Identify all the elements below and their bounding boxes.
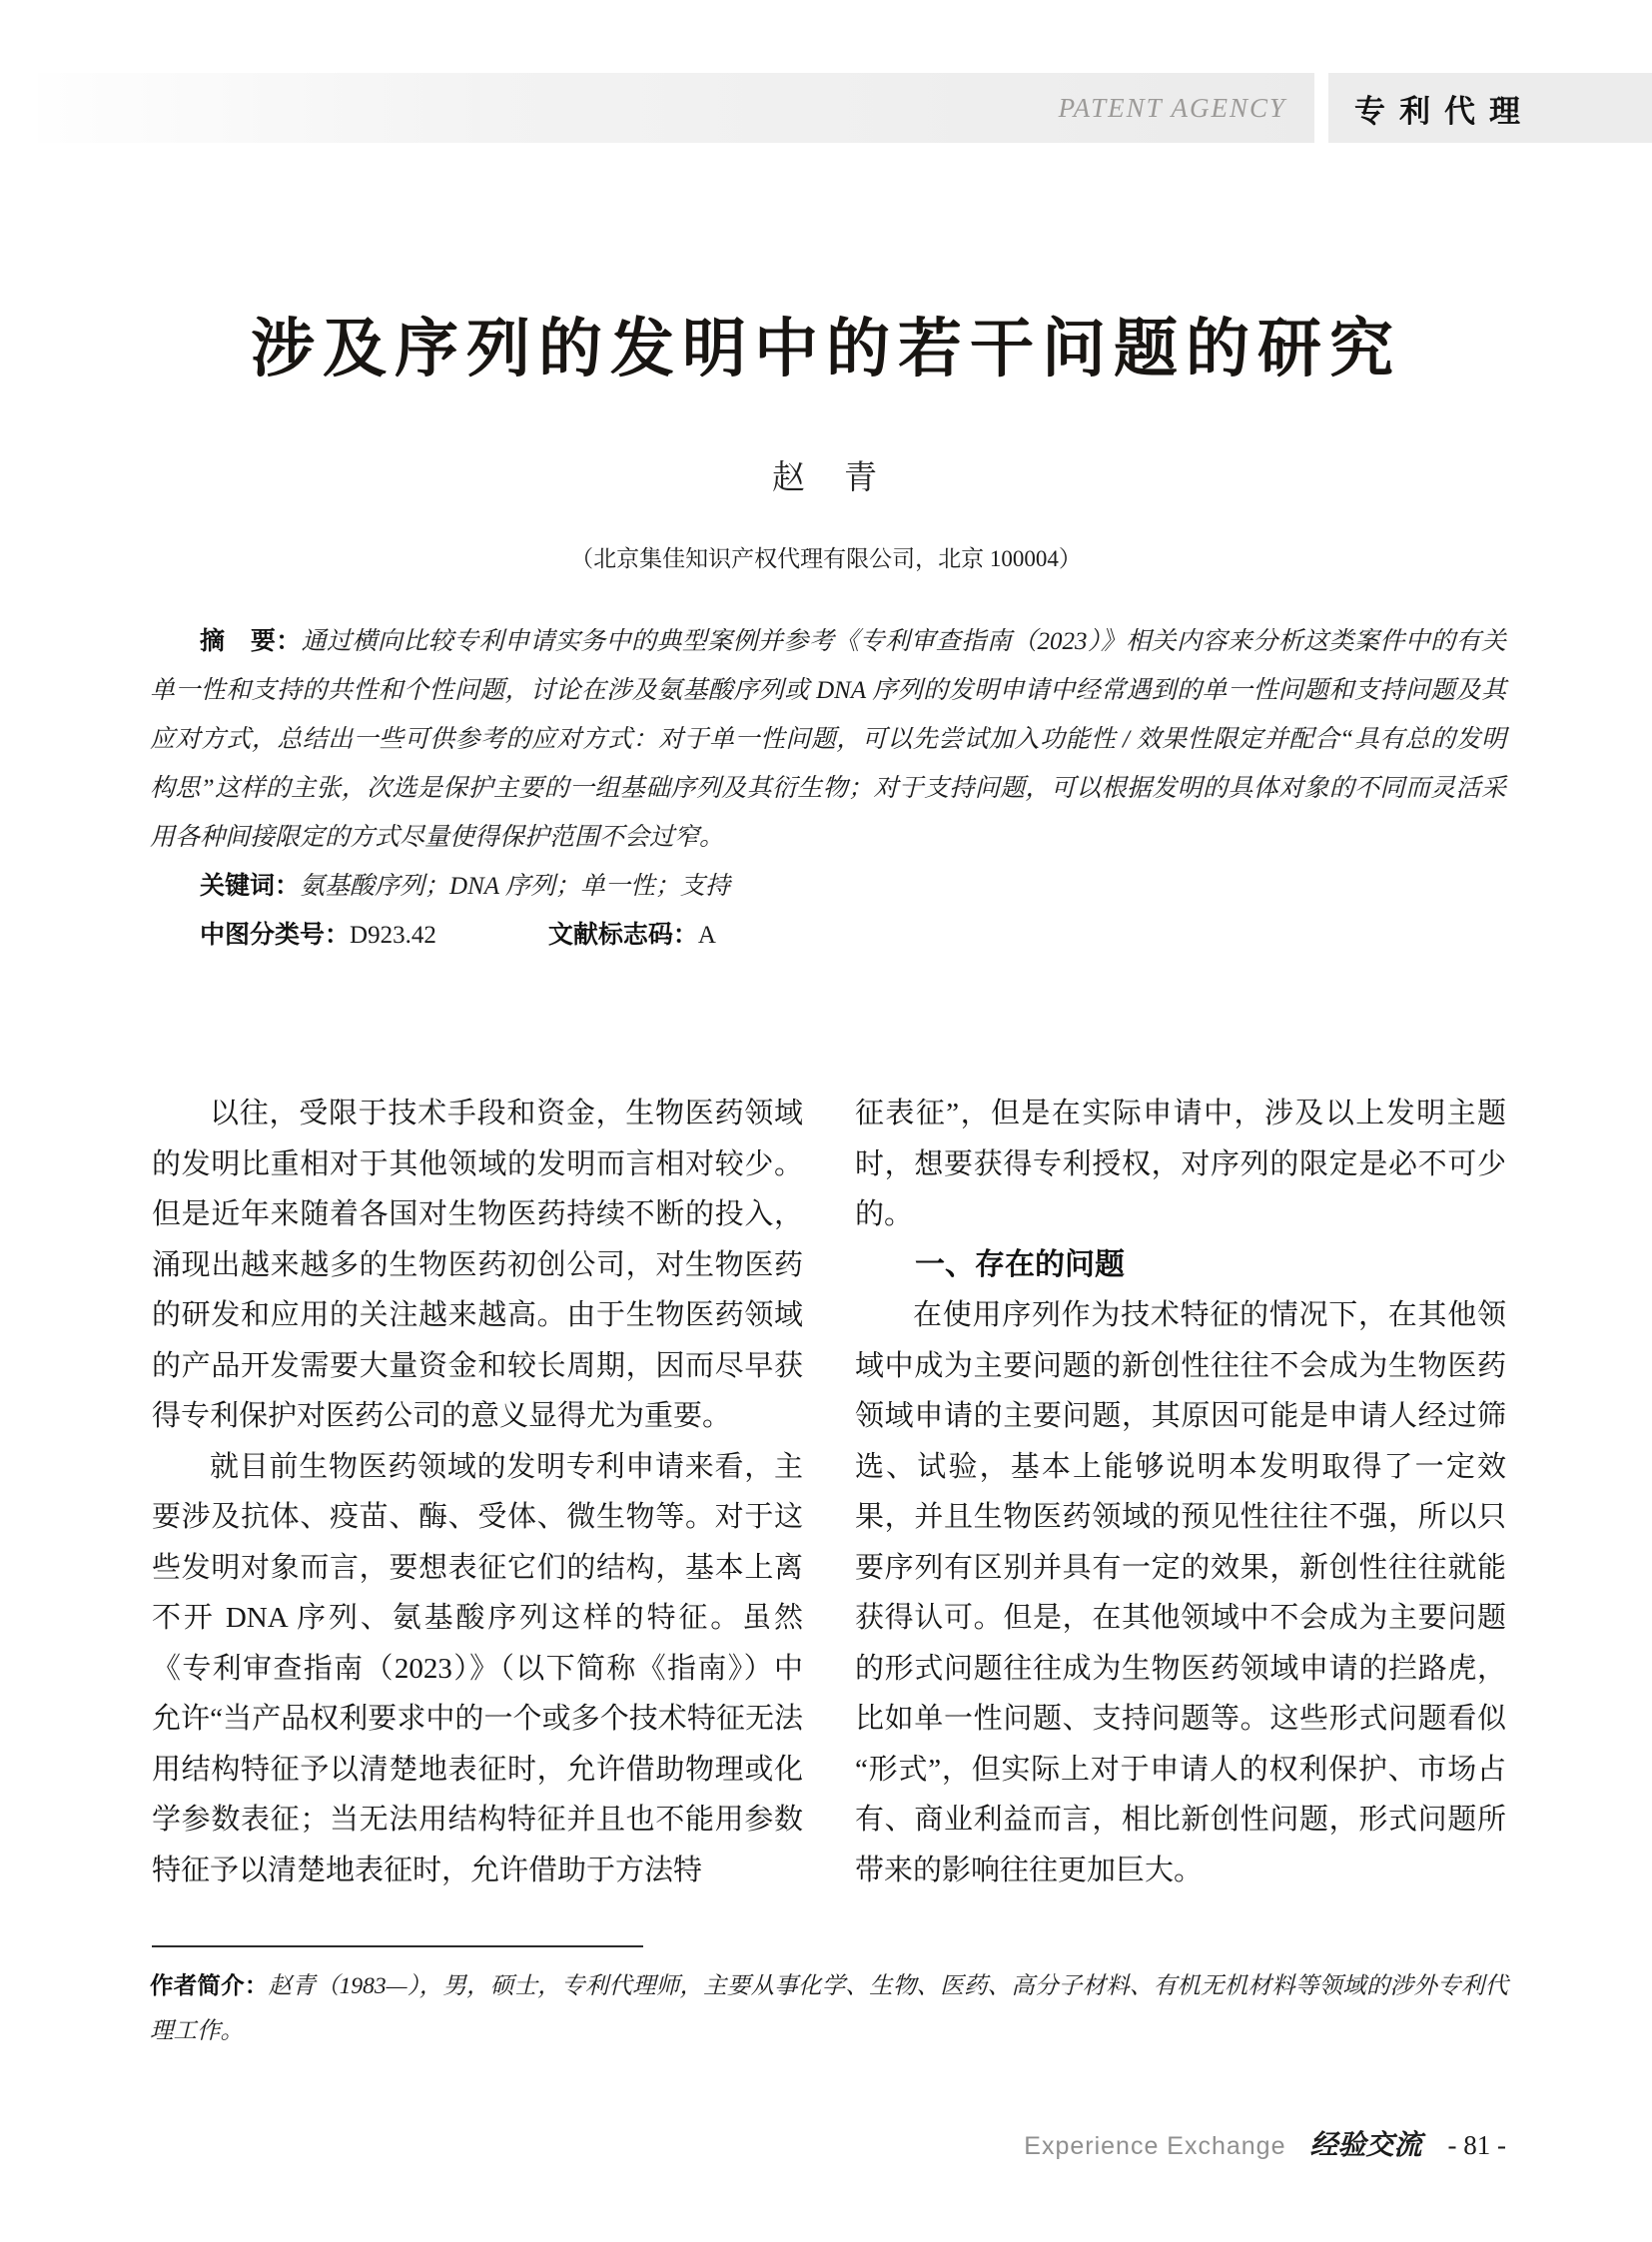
body-column-left <box>152 1089 803 1895</box>
keywords-line <box>150 862 1506 911</box>
body-paragraph: 以往，受限于技术手段和资金，生物医药领域的发明比重相对于其他领域的发明而言相对较少。但是近年来随着各国对生物医药持续不断的投入，涌现出越来越多的生物医药初创公司，对生物医药的研发和应用的关注越来越高。由于生物医药领域的产品开发需要大量资金和较长周期，因而尽早获得专利保护对医药公司的意义显得尤为重要。 <box>152 1098 803 1432</box>
footnote-paragraph <box>150 1963 1508 2054</box>
footnote-divider <box>152 1945 643 1947</box>
section-heading-1: 一、存在的问题 <box>915 1247 1125 1281</box>
page-footer <box>1024 2123 1506 2163</box>
body-paragraph: 在使用序列作为技术特征的情况下，在其他领域中成为主要问题的新创性往往不会成为生物医药领域申请的主要问题，其原因可能是申请人经过筛选、试验，基本上能够说明本发明取得了一定效果，并且生物医药领域的预见性往往不强，所以只要序列有区别并具有一定的效果，新创性往往就能获得认可。但是，在其他领域中不会成为主要问题的形式问题往往成为生物医药领域申请的拦路虎，比如单一性问题、支持问题等。这些形式问题看似“形式”，但实际上对于申请人的权利保护、市场占有、商业利益而言，相比新创性问题，形式问题所带来的影响往往更加巨大。 <box>855 1299 1506 1886</box>
page-header <box>38 73 1652 143</box>
article-title: 涉及序列的发明中的若干问题的研究 <box>251 314 1401 384</box>
header-column-box <box>1328 73 1652 143</box>
body-paragraph-continuation: 征表征”，但是在实际申请中，涉及以上发明主题时，想要获得专利授权，对序列的限定是必不可少的。 <box>855 1098 1506 1230</box>
footnote-label: 作者简介： <box>150 1972 269 1998</box>
footer-page-number: - 81 - <box>1447 2130 1506 2160</box>
header-chinese-label: 专利代理 <box>1354 93 1534 129</box>
footer-section-chinese: 经验交流 <box>1309 2130 1422 2161</box>
keywords-label: 关键词： <box>200 872 301 900</box>
author-bio-footnote <box>150 1945 1508 2054</box>
keywords-text: 氨基酸序列；DNA 序列；单一性；支持 <box>300 873 730 900</box>
classification-line <box>150 911 1506 960</box>
doc-code-label: 文献标志码： <box>547 921 698 949</box>
footnote-text: 赵青（1983—），男，硕士，专利代理师，主要从事化学、生物、医药、高分子材料、有机无机材料等领域的涉外专利代理工作。 <box>150 1973 1508 2044</box>
abstract-text: 通过横向比较专利申请实务中的典型案例并参考《专利审查指南（2023）》相关内容来分析这类案件中的有关单一性和支持的共性和个性问题，讨论在涉及氨基酸序列或 DNA 序列的发明申请中经常遇到的单一性问题和支持问题及其应对方式，总结出一些可供参考的应对方式：对于单一性问题，可以先尝试加入功能性 / 效果性限定并配合“具有总的发明构思”这样的主张，次选是保护主要的一组基础序列及其衍生物；对于支持问题，可以根据发明的具体对象的不同而灵活采用各种间接限定的方式尽量使得保护范围不会过窄。 <box>150 628 1506 851</box>
abstract-paragraph <box>150 617 1506 862</box>
abstract-label: 摘 要： <box>200 627 302 655</box>
clc-label: 中图分类号： <box>200 921 351 949</box>
doc-code-value: A <box>697 922 716 949</box>
footer-section-english: Experience Exchange <box>1024 2132 1286 2160</box>
article-author: 赵 青 <box>772 460 880 496</box>
header-gradient-strip <box>38 73 1314 143</box>
body-paragraph: 就目前生物医药领域的发明专利申请来看，主要涉及抗体、疫苗、酶、受体、微生物等。对于这些发明对象而言，要想表征它们的结构，基本上离不开 DNA 序列、氨基酸序列这样的特征。虽然《专利审查指南（2023）》（以下简称《指南》）中允许“当产品权利要求中的一个或多个技术特征无法用结构特征予以清楚地表征时，允许借助物理或化学参数表征；当无法用结构特征并且也不能用参数特征予以清楚地表征时，允许借助于方法特 <box>152 1450 803 1886</box>
header-strip-gap <box>1314 73 1328 143</box>
clc-value: D923.42 <box>350 922 436 949</box>
front-matter <box>150 617 1506 960</box>
header-english-label: PATENT AGENCY <box>1058 92 1286 123</box>
body-column-right <box>855 1089 1506 1895</box>
article-affiliation: （北京集佳知识产权代理有限公司，北京 100004） <box>570 546 1082 571</box>
